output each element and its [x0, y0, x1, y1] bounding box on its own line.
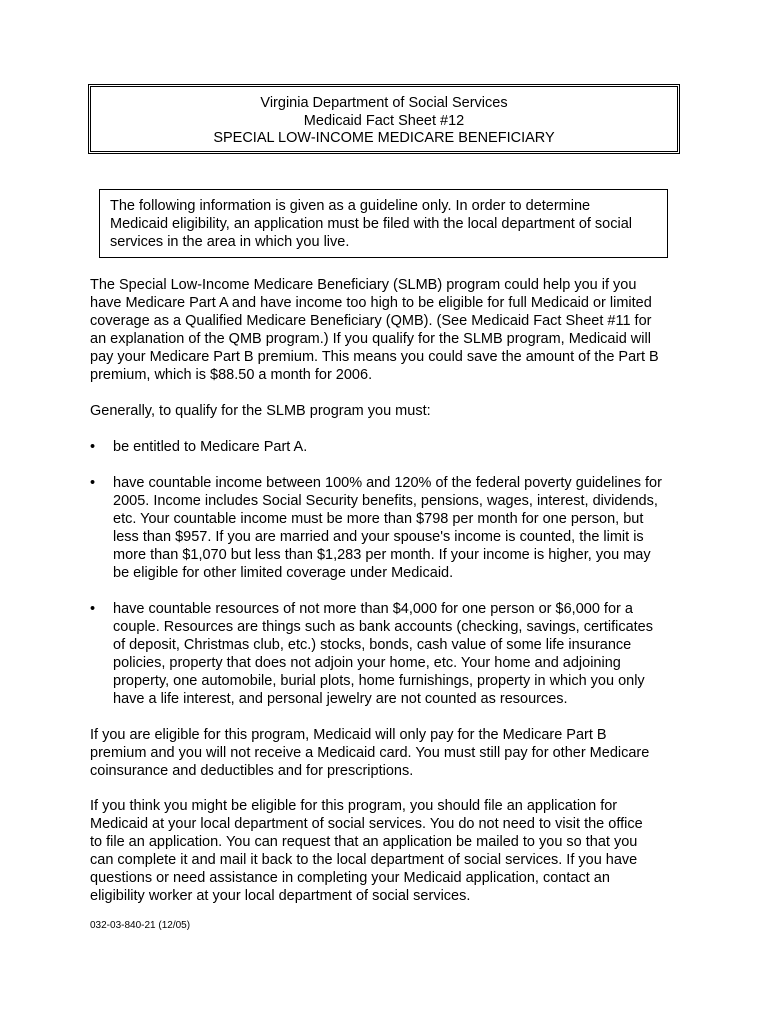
paragraph-line: to file an application. You can request that an application be mailed to you so that you [90, 834, 638, 850]
bullet-line: less than $957. If you are married and your spouse's income is counted, the limit is [113, 529, 644, 545]
bullet-line: have a life interest, and personal jewelry are not counted as resources. [113, 691, 568, 707]
paragraph-line: Generally, to qualify for the SLMB program you must: [90, 403, 431, 419]
bullet-line: policies, property that does not adjoin your home, etc. Your home and adjoining [113, 655, 621, 671]
bullet-line: more than $1,070 but less than $1,283 per month. If your income is higher, you may [113, 547, 651, 563]
paragraph-line: coverage as a Qualified Medicare Beneficiary (QMB). (See Medicaid Fact Sheet #11 for [90, 313, 652, 329]
paragraph-line: premium, which is $88.50 a month for 2006. [90, 367, 373, 383]
paragraph-line: have Medicare Part A and have income too high to be eligible for full Medicaid or limited [90, 295, 652, 311]
eligible-paragraph [90, 726, 649, 780]
bullet-icon: • [90, 601, 96, 617]
paragraph-line: an explanation of the QMB program.) If you qualify for the SLMB program, Medicaid will [90, 331, 651, 347]
paragraph-line: If you think you might be eligible for this program, you should file an application for [90, 798, 618, 814]
bullet-icon: • [90, 439, 96, 455]
notice-line: services in the area in which you live. [110, 234, 350, 250]
document-title: SPECIAL LOW-INCOME MEDICARE BENEFICIARY [213, 130, 555, 146]
bullet-line: be entitled to Medicare Part A. [113, 439, 308, 455]
bullet-line: of deposit, Christmas club, etc.) stocks, bonds, cash value of some life insurance [113, 637, 632, 653]
bullet-line: etc. Your countable income must be more than $798 per month for one person, but [113, 511, 644, 527]
bullet-text [113, 474, 662, 582]
bullet-line: have countable resources of not more than $4,000 for one person or $6,000 for a [113, 601, 633, 617]
bullet-line: 2005. Income includes Social Security benefits, pensions, wages, interest, dividends, [113, 493, 658, 509]
title-box [88, 84, 680, 154]
notice-line: The following information is given as a guideline only. In order to determine [110, 198, 591, 214]
paragraph-line: coinsurance and deductibles and for prescriptions. [90, 763, 414, 779]
agency-name: Virginia Department of Social Services [260, 95, 508, 111]
qualify-intro [90, 402, 431, 420]
paragraph-line: can complete it and mail it back to the local department of social services. If you have [90, 852, 638, 868]
paragraph-line: eligibility worker at your local department of social services. [90, 888, 471, 904]
intro-paragraph [90, 276, 659, 384]
bullet-text [113, 600, 653, 708]
paragraph-line: pay your Medicare Part B premium. This means you could save the amount of the Part B [90, 349, 659, 365]
bullet-icon: • [90, 475, 96, 491]
form-number: 032-03-840-21 (12/05) [90, 920, 191, 931]
apply-paragraph [90, 797, 643, 905]
guideline-notice-box [99, 189, 668, 258]
paragraph-line: The Special Low-Income Medicare Beneficiary (SLMB) program could help you if you [90, 277, 637, 293]
notice-line: Medicaid eligibility, an application must be filed with the local department of social [110, 216, 633, 232]
paragraph-line: If you are eligible for this program, Medicaid will only pay for the Medicare Part B [90, 727, 607, 743]
paragraph-line: Medicaid at your local department of social services. You do not need to visit the office [90, 816, 643, 832]
fact-sheet-number: Medicaid Fact Sheet #12 [303, 112, 465, 129]
bullet-text [113, 438, 307, 456]
bullet-line: property, one automobile, burial plots, home furnishings, property in which you only [113, 673, 645, 689]
paragraph-line: premium and you will not receive a Medicaid card. You must still pay for other Medicare [90, 745, 650, 761]
paragraph-line: questions or need assistance in completing your Medicaid application, contact an [90, 870, 610, 886]
bullet-line: have countable income between 100% and 120% of the federal poverty guidelines for [113, 475, 662, 491]
bullet-line: couple. Resources are things such as bank accounts (checking, savings, certificates [113, 619, 653, 635]
bullet-line: be eligible for other limited coverage under Medicaid. [113, 565, 454, 581]
